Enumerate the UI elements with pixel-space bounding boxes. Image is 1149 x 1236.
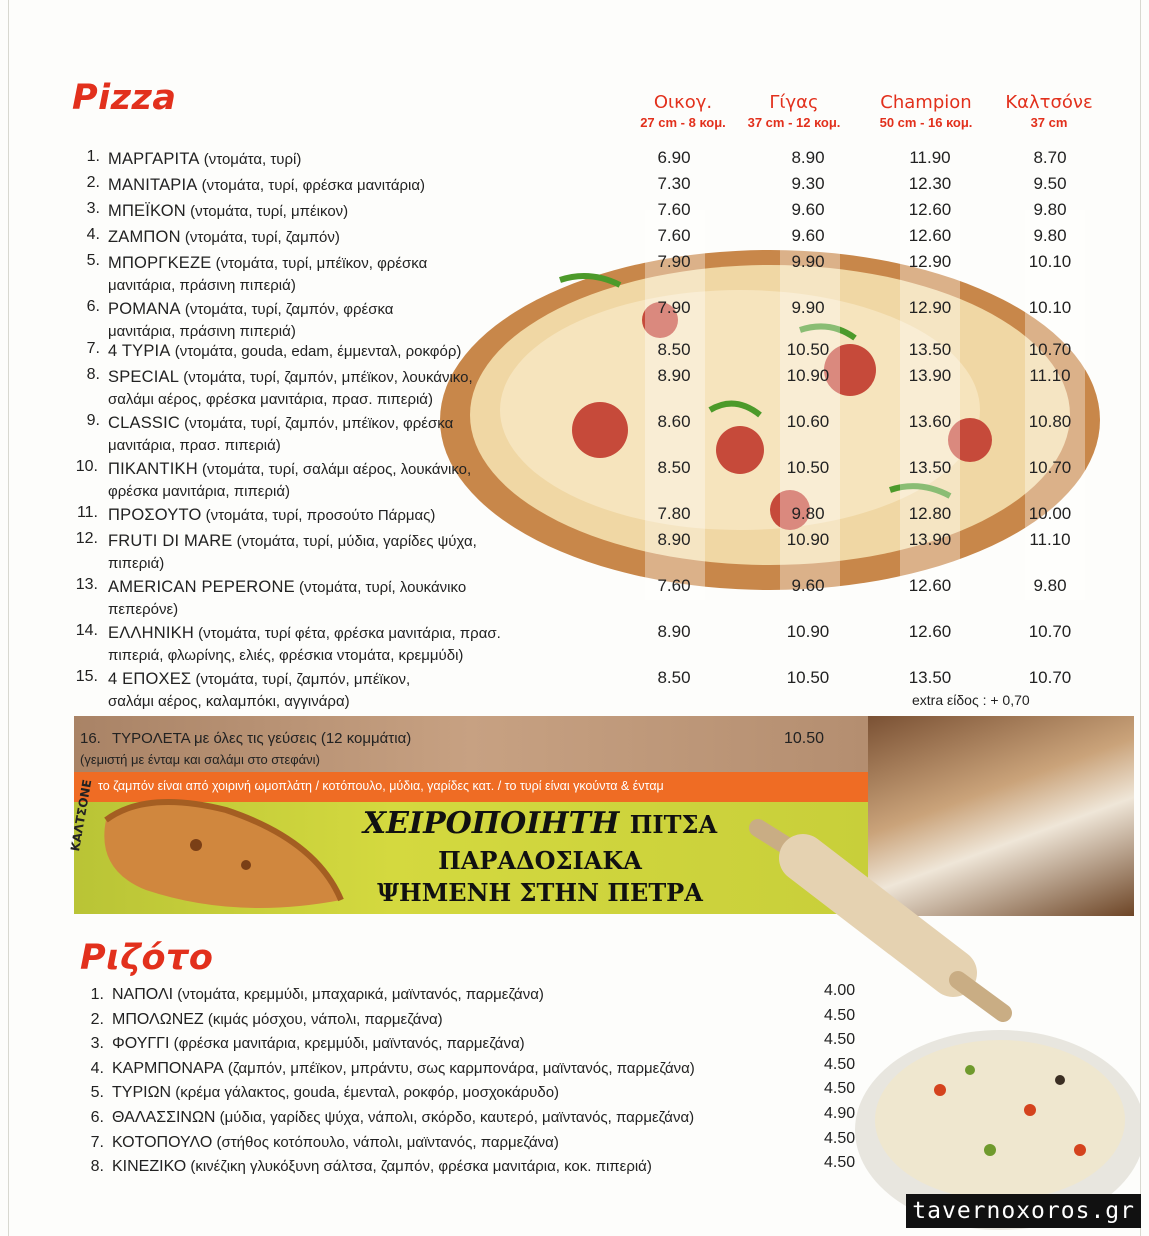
pizza-item-description: (ντομάτα, τυρί, ζαμπόν, μπέϊκον,	[191, 671, 411, 688]
pizza-item-price: 9.60	[791, 576, 825, 595]
pizza-item-price: 10.70	[1028, 458, 1072, 477]
risotto-item-label	[112, 1134, 559, 1152]
pizza-item-price: 9.50	[1033, 174, 1067, 193]
pizza-item-label	[108, 576, 466, 621]
risotto-item-price: 4.50	[824, 1129, 856, 1147]
column-header-family	[628, 92, 738, 130]
pizza-item-name: ΜΠΟΡΓΚΕΖΕ	[108, 254, 212, 272]
column-name: Champion	[880, 92, 972, 113]
pizza-item-description: (ντομάτα, τυρί, προσούτο Πάρμας)	[201, 507, 436, 524]
pizza-item-price: 8.60	[657, 412, 691, 431]
risotto-item-description: (ζαμπόν, μπέϊκον, μπράντυ, σως καρμπονάρα, μαϊντανός, παρμεζάνα)	[223, 1059, 695, 1077]
pizza-item-price: 7.60	[657, 226, 691, 245]
pizza-item-description: (ντομάτα, τυρί, φρέσκα μανιτάρια)	[197, 177, 426, 194]
calzone-label: ΚΑΛΤΣΟΝΕ	[68, 778, 95, 853]
pizza-item-price: 10.90	[786, 622, 830, 641]
pizza-item-label	[108, 252, 427, 297]
risotto-item-number: 2.	[90, 1010, 104, 1028]
column-size: 37 cm	[1030, 115, 1068, 130]
risotto-item-number: 3.	[90, 1035, 104, 1053]
pizza-item-label	[108, 530, 477, 575]
pizza-item-description: (ντομάτα, τυρί, λουκάνικο	[294, 579, 467, 596]
tagline-line-1	[320, 806, 760, 841]
pizza-item-price: 12.60	[908, 576, 952, 595]
pizza-item-number: 9.	[86, 412, 100, 429]
pizza-item-description: (ντομάτα, τυρί, σαλάμι αέρος, λουκάνικο,	[197, 461, 472, 478]
pizza-item-price: 10.80	[1028, 412, 1072, 431]
pizza-item-price: 8.90	[657, 622, 691, 641]
risotto-item-number: 5.	[90, 1084, 104, 1102]
pizza-section-title: Pizza	[72, 78, 177, 118]
column-name: Γίγας	[769, 92, 819, 113]
pizza-item-name: AMERICAN PEPERONE	[108, 578, 295, 596]
pizza-item-number: 13.	[75, 576, 98, 593]
pizza-item-description: (ντομάτα, τυρί, μπέικον)	[185, 203, 349, 220]
pizza-item-name: ΡΟΜΑΝΑ	[108, 300, 181, 318]
pizza-item-name: SPECIAL	[108, 368, 180, 386]
pizza-item-label	[108, 366, 473, 411]
pizza-item-price: 6.90	[657, 148, 691, 167]
pizza-item-price: 9.60	[791, 226, 825, 245]
pizza-item-description-cont: μανιτάρια, πράσινη πιπεριά)	[108, 323, 296, 340]
pizza-item-description-cont: φρέσκα μανιτάρια, πιπεριά)	[108, 483, 291, 500]
pizza-item-number: 10.	[75, 458, 98, 475]
pizza-item-price: 12.60	[908, 200, 952, 219]
pizza-item-price: 9.90	[791, 252, 825, 271]
pizza-item-name: ΜΑΡΓΑΡΙΤΑ	[108, 150, 200, 168]
tagline-pizza: ΠΙΤΣΑ	[629, 810, 718, 839]
pizza-item-price: 13.90	[908, 530, 952, 549]
pizza-item-price: 8.90	[791, 148, 825, 167]
risotto-item-price: 4.50	[824, 1080, 856, 1098]
pizza-item-number: 7.	[86, 340, 100, 357]
pizza-item-number: 3.	[86, 200, 100, 217]
pizza-item-description: (ντομάτα, τυρί, μπέϊκον, φρέσκα	[211, 255, 428, 272]
pizza-item-name: FRUTI DI MARE	[108, 532, 233, 550]
pizza-item-price: 10.50	[786, 668, 830, 687]
pizza-item-price: 11.90	[909, 148, 951, 167]
site-watermark: tavernoxoros.gr	[906, 1194, 1141, 1228]
risotto-item-label	[112, 1035, 525, 1053]
column-size: 50 cm - 16 κομ.	[879, 115, 973, 130]
risotto-item-number: 4.	[90, 1059, 104, 1077]
risotto-item-number: 8.	[90, 1158, 104, 1176]
pizza-item-name: ΠΡΟΣΟΥΤΟ	[108, 506, 202, 524]
column-name: Οικογ.	[653, 92, 713, 113]
column-header-calzone	[994, 92, 1104, 130]
pizza-item-number: 11.	[76, 504, 98, 521]
risotto-item-name: ΝΑΠΟΛΙ	[112, 986, 174, 1003]
risotto-item-label	[112, 1011, 443, 1029]
pizza-item-number: 6.	[86, 298, 100, 315]
special-item-description: (γεμιστή με ένταμ και σαλάμι στο στεφάνι)	[80, 752, 320, 767]
rolling-pin-image	[748, 808, 1028, 1038]
risotto-section-title: Ριζότο	[80, 938, 214, 978]
column-size: 27 cm - 8 κομ.	[640, 115, 726, 130]
pizza-item-price: 13.90	[908, 366, 952, 385]
calzone-image	[86, 790, 356, 920]
pizza-item-label	[108, 412, 453, 457]
pizza-item-price: 8.50	[657, 458, 691, 477]
pizza-item-price: 9.80	[1033, 200, 1067, 219]
risotto-item-price: 4.50	[824, 1154, 856, 1172]
pizza-item-price: 8.90	[657, 530, 691, 549]
risotto-item-name: ΚΙΝΕΖΙΚΟ	[112, 1158, 187, 1176]
pizza-item-label	[108, 504, 435, 527]
pizza-item-price: 8.90	[657, 366, 691, 385]
pizza-item-number: 5.	[86, 252, 100, 269]
pizza-item-label	[108, 458, 471, 503]
pizza-item-price: 10.10	[1028, 252, 1072, 271]
risotto-item-label	[112, 1060, 695, 1078]
pizza-item-label	[108, 226, 340, 249]
pizza-item-price: 10.10	[1028, 298, 1072, 317]
column-header-champion	[866, 92, 986, 130]
pizza-item-label	[108, 148, 301, 171]
pizza-image	[410, 210, 1100, 600]
risotto-item-price: 4.50	[824, 1055, 856, 1073]
extra-item-note: extra είδος : + 0,70	[912, 692, 1030, 708]
risotto-item-label	[112, 1158, 652, 1176]
pizza-item-price: 9.80	[1033, 226, 1067, 245]
pizza-item-description-cont: σαλάμι αέρος, καλαμπόκι, αγγινάρα)	[108, 693, 350, 710]
risotto-item-name: ΚΑΡΜΠΟΝΑΡΑ	[112, 1059, 224, 1077]
pizza-item-price: 7.60	[657, 200, 691, 219]
pizza-item-price: 12.90	[908, 298, 952, 317]
pizza-item-label	[108, 174, 425, 197]
pizza-item-price: 8.70	[1033, 148, 1067, 167]
pizza-item-price: 13.50	[908, 340, 952, 359]
pizza-item-price: 12.30	[908, 174, 952, 193]
pizza-item-price: 11.10	[1029, 530, 1071, 549]
risotto-item-price: 4.00	[824, 982, 856, 999]
pizza-item-price: 12.90	[908, 252, 952, 271]
risotto-item-label	[112, 986, 544, 1004]
risotto-item-description: (ντομάτα, κρεμμύδι, μπαχαρικά, μαϊντανός, παρμεζάνα)	[173, 986, 544, 1003]
risotto-item-description: (κιμάς μόσχου, νάπολι, παρμεζάνα)	[203, 1010, 443, 1028]
pizza-item-description-cont: μανιτάρια, πρασ. πιπεριά)	[108, 437, 281, 454]
pizza-item-description: (ντομάτα, τυρί, ζαμπόν)	[180, 229, 340, 246]
pizza-item-price: 12.80	[908, 504, 952, 523]
risotto-item-label	[112, 1084, 559, 1102]
pizza-item-price: 7.90	[657, 252, 691, 271]
pizza-item-price: 11.10	[1029, 366, 1071, 385]
pizza-item-number: 2.	[86, 174, 100, 191]
pizza-item-name: ΜΑΝΙΤΑΡΙΑ	[108, 176, 198, 194]
pizza-item-price: 10.50	[786, 340, 830, 359]
risotto-item-name: ΘΑΛΑΣΣΙΝΩΝ	[112, 1109, 216, 1126]
pizza-item-description: (ντομάτα, τυρί, ζαμπόν, μπέϊκον, φρέσκα	[180, 415, 454, 432]
pizza-item-price: 7.60	[657, 576, 691, 595]
pizza-item-name: ΜΠΕΪΚΟΝ	[108, 202, 186, 220]
special-item-name: ΤΥΡΟΛΕΤΑ με όλες τις γεύσεις (12 κομμάτια)	[112, 730, 412, 747]
pizza-item-name: ΕΛΛΗΝΙΚΗ	[108, 624, 194, 642]
pizza-item-description-cont: πεπερόνε)	[108, 601, 179, 618]
pizza-item-label	[108, 668, 410, 713]
pizza-item-description: (ντομάτα, τυρί)	[199, 151, 302, 168]
column-size: 37 cm - 12 κομ.	[747, 115, 841, 130]
pizza-item-description-cont: σαλάμι αέρος, φρέσκα μανιτάρια, πρασ. πιπεριά)	[108, 391, 433, 408]
pizza-item-price: 9.60	[791, 200, 825, 219]
risotto-item-price: 4.50	[824, 1006, 856, 1024]
special-item-number: 16.	[80, 730, 101, 747]
pizza-item-price: 13.50	[908, 668, 952, 687]
pizza-item-price: 10.70	[1028, 340, 1072, 359]
risotto-item-description: (στήθος κοτόπουλο, νάπολι, μαϊντανός, παρμεζάνα)	[212, 1133, 559, 1151]
pizza-item-description: (ντομάτα, τυρί φέτα, φρέσκα μανιτάρια, πρασ.	[194, 625, 501, 642]
pizza-item-price: 13.50	[908, 458, 952, 477]
pizza-item-price: 9.80	[791, 504, 825, 523]
pizza-item-price: 7.80	[657, 504, 691, 523]
pizza-item-label	[108, 298, 393, 343]
pizza-item-price: 10.00	[1028, 504, 1072, 523]
pizza-item-description-cont: πιπεριά)	[108, 555, 165, 572]
pizza-item-label	[108, 340, 461, 363]
risotto-item-number: 1.	[90, 986, 104, 1003]
pizza-item-price: 10.70	[1028, 668, 1072, 687]
pizza-item-label	[108, 200, 348, 223]
pizza-item-number: 15.	[75, 668, 98, 685]
pizza-item-name: 4 ΕΠΟΧΕΣ	[108, 670, 192, 688]
pizza-item-price: 10.90	[786, 366, 830, 385]
pizza-item-name: ΖΑΜΠΟΝ	[108, 228, 181, 246]
column-name: Καλτσόνε	[1005, 92, 1093, 113]
pizza-item-description: (ντομάτα, gouda, edam, έμμενταλ, ροκφόρ)	[170, 343, 462, 360]
pizza-item-price: 12.60	[908, 622, 952, 641]
risotto-item-price: 4.50	[824, 1031, 856, 1049]
column-header-giant	[734, 92, 854, 130]
pizza-item-price: 10.60	[786, 412, 830, 431]
pizza-item-number: 1.	[86, 148, 100, 165]
pizza-item-price: 8.50	[657, 668, 691, 687]
risotto-item-number: 6.	[90, 1109, 104, 1126]
ingredients-note: το ζαμπόν είναι από χοιρινή ωμοπλάτη / κοτόπουλο, μύδια, γαρίδες κατ. / το τυρί είναι γκούντα & ένταμ	[98, 779, 664, 793]
pizza-item-description-cont: μανιτάρια, πράσινη πιπεριά)	[108, 277, 296, 294]
pizza-item-label	[108, 622, 501, 667]
tagline-line-2: ΠΑΡΑΔΟΣΙΑΚΑ	[438, 846, 642, 875]
pizza-item-number: 8.	[86, 366, 100, 383]
pizza-item-price: 9.30	[791, 174, 825, 193]
pizza-item-name: ΠΙΚΑΝΤΙΚΗ	[108, 460, 198, 478]
pizza-item-price: 9.80	[1033, 576, 1067, 595]
pizza-item-price: 7.90	[657, 298, 691, 317]
pizza-item-description: (ντομάτα, τυρί, ζαμπόν, φρέσκα	[180, 301, 394, 318]
pizza-item-description: (ντομάτα, τυρί, ζαμπόν, μπέϊκον, λουκάνικο,	[179, 369, 473, 386]
risotto-item-description: (μύδια, γαρίδες ψύχα, νάπολι, σκόρδο, καυτερό, μαϊντανός, παρμεζάνα)	[215, 1109, 695, 1126]
pizza-item-price: 8.50	[657, 340, 691, 359]
pizza-item-number: 12.	[75, 530, 98, 547]
tagline-handmade: ΧΕΙΡΟΠΟΙΗΤΗ	[362, 806, 620, 841]
pizza-item-description-cont: πιπεριά, φλωρίνης, ελιές, φρέσκια ντομάτα, κρεμμύδι)	[108, 647, 464, 664]
risotto-item-name: ΜΠΟΛΩΝΕΖ	[112, 1010, 204, 1028]
pizza-item-price: 13.60	[908, 412, 952, 431]
risotto-item-name: ΦΟΥΓΓΙ	[112, 1035, 170, 1053]
pizza-item-price: 10.50	[786, 458, 830, 477]
risotto-item-description: (κρέμα γάλακτος, gouda, έμενταλ, ροκφόρ, μοσχοκάρυδο)	[171, 1084, 560, 1102]
pizza-item-number: 14.	[75, 622, 98, 639]
risotto-item-name: ΚΟΤΟΠΟΥΛΟ	[112, 1133, 213, 1151]
pizza-item-price: 7.30	[657, 174, 691, 193]
pizza-item-number: 4.	[86, 226, 100, 243]
risotto-item-description: (κινέζικη γλυκόξυνη σάλτσα, ζαμπόν, φρέσκα μανιτάρια, κοκ. πιπεριά)	[186, 1158, 652, 1176]
pizza-item-description: (ντομάτα, τυρί, μύδια, γαρίδες ψύχα,	[232, 533, 477, 550]
pizza-item-price: 10.90	[786, 530, 830, 549]
risotto-item-number: 7.	[90, 1133, 104, 1151]
pizza-item-price: 9.90	[791, 298, 825, 317]
risotto-item-label	[112, 1109, 694, 1127]
pizza-item-price: 10.70	[1028, 622, 1072, 641]
risotto-item-description: (φρέσκα μανιτάρια, κρεμμύδι, μαϊντανός, παρμεζάνα)	[169, 1035, 525, 1053]
pizza-item-name: CLASSIC	[108, 414, 181, 432]
risotto-item-name: ΤΥΡΙΩΝ	[112, 1084, 172, 1102]
pizza-item-price: 12.60	[908, 226, 952, 245]
risotto-item-price: 4.90	[824, 1105, 856, 1122]
pizza-item-name: 4 ΤΥΡΙΑ	[108, 342, 171, 360]
tagline-line-3: ΨΗΜΕΝΗ ΣΤΗΝ ΠΕΤΡΑ	[377, 878, 703, 907]
special-item-price: 10.50	[784, 730, 825, 747]
